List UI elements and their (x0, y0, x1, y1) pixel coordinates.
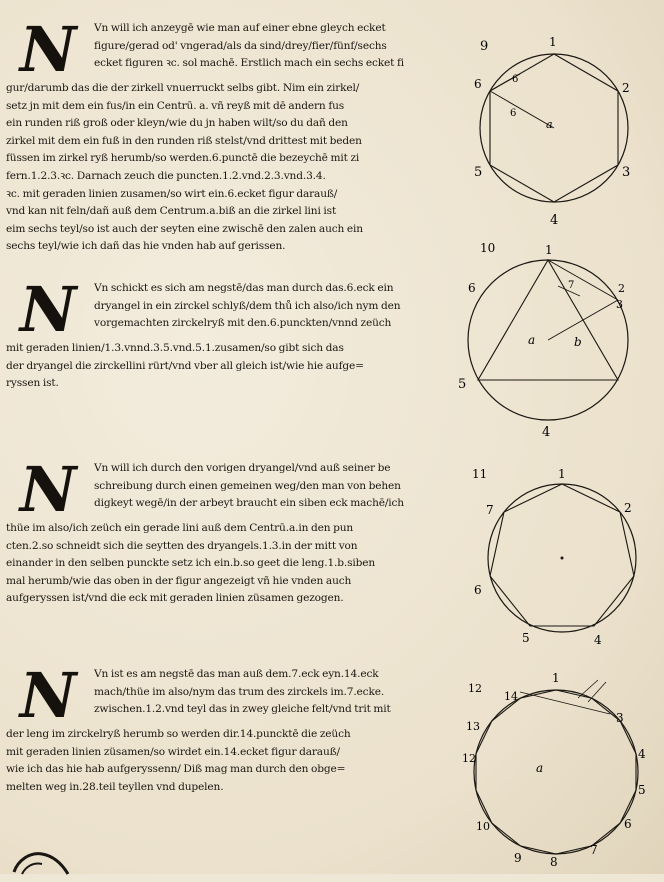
text-line: der leng im zirckelryß herumb so werden dir.14.puncktē die zeüch (6, 728, 351, 740)
label-3: 3 (616, 298, 623, 311)
text-line: ryssen ist. (6, 377, 59, 390)
text-line: vorgemachten zirckelryß mit den.6.punckten/vnnd zeüch (94, 317, 392, 330)
label-a: a (546, 118, 553, 131)
text-line: ecket figuren ꝛc. sol machē. Erstlich mach ein sechs ecket fi (94, 57, 404, 70)
text-line: thüe im also/ich zeüch ein gerade lini auß dem Centrū.a.in den pun (6, 522, 354, 534)
text-line: wie ich das hie hab aufgeryssenn/ Diß mag man durch den obge= (6, 763, 346, 776)
label-a: a (528, 333, 536, 347)
label-6: 6 (468, 281, 476, 295)
label-4: 4 (594, 633, 602, 647)
label-6: 6 (474, 77, 482, 91)
label-a: a (536, 761, 544, 775)
decorated-initial: N (19, 13, 77, 86)
label-12-left: 12 (462, 752, 476, 765)
text-line: füssen im zirkel ryß herumb/so werden.6.punctē die bezeychē mit zi (6, 152, 360, 165)
label-5: 5 (638, 783, 646, 797)
text-line: der dryangel die zirckellini rürt/vnd vber all gleich ist/wie hie aufge= (6, 359, 364, 372)
decorated-initial: N (19, 453, 77, 526)
text-line: gur/darumb das die der zirkell vnuerruckt selbs gibt. Nim ein zirkel/ (6, 82, 360, 94)
label-4: 4 (638, 747, 646, 761)
label-2: 2 (622, 81, 630, 95)
label-10: 10 (476, 820, 490, 833)
label-six-a: 6 (512, 74, 519, 85)
label-4: 4 (542, 425, 551, 440)
label-9: 9 (480, 39, 489, 54)
text-line: mit geraden linien/1.3.vnnd.3.5.vnd.5.1.zusamen/so gibt sich das (6, 342, 344, 354)
text-line: dryangel in ein zirckel schlyß/dem thů ich also/ich nym den (94, 299, 401, 312)
fourteen-gon-figure (460, 668, 660, 868)
label-6: 6 (474, 583, 482, 597)
label-7: 7 (590, 843, 598, 857)
text-line: aufgeryssen ist/vnd die eck mit geraden linien züsamen gezogen. (6, 592, 344, 605)
label-11: 11 (472, 467, 488, 481)
label-5: 5 (522, 631, 530, 645)
label-8: 8 (550, 855, 558, 868)
heptagon-diagram (464, 464, 660, 650)
text-line: Vn will ich anzeygē wie man auf einer ebne gleych ecket (94, 22, 386, 34)
text-line: figure/gerad od' vngerad/als da sind/drey/fier/fünf/sechs (94, 39, 387, 52)
label-7: 7 (486, 503, 494, 517)
text-line: ein runden riß groß oder kleyn/wie du jn haben wilt/so du dañ den (6, 117, 348, 130)
label-7: 7 (568, 280, 575, 291)
text-line: ꝛc. mit geraden linien zusamen/so wirt ein.6.ecket figur darauß/ (6, 187, 338, 200)
label-12-top: 12 (468, 682, 482, 695)
label-5: 5 (458, 377, 467, 392)
label-10: 10 (480, 241, 496, 255)
text-line: fern.1.2.3.ꝛc. Darnach zeuch die puncten.1.2.vnd.2.3.vnd.3.4. (6, 169, 326, 182)
label-1: 1 (552, 671, 560, 685)
label-six-b: 6 (510, 108, 517, 119)
paragraph-triangle (6, 273, 458, 393)
hexagon-figure (460, 30, 660, 230)
label-13: 13 (466, 720, 480, 733)
label-4: 4 (550, 213, 559, 228)
text-line: Vn ist es am negstē das man auß dem.7.eck eyn.14.eck (94, 668, 379, 680)
text-line: vnd kan nit feln/dañ auß dem Centrum.a.biß an die zirkel lini ist (6, 205, 337, 218)
text-line: mit geraden linien züsamen/so wirdet ein.14.ecket figur darauß/ (6, 745, 340, 758)
text-line: zwischen.1.2.vnd teyl das in zwey gleiche felt/vnd trit mit (94, 703, 391, 716)
label-5: 5 (474, 165, 483, 180)
label-3: 3 (622, 165, 631, 180)
label-1: 1 (545, 243, 553, 257)
text-line: eim sechs teyl/so ist auch der seyten eine zwischē den zalen auch ein (6, 222, 363, 235)
fourteen-gon-diagram (460, 668, 660, 868)
label-14: 14 (504, 690, 518, 703)
triangle-diagram (450, 236, 660, 446)
paragraph-heptagon (6, 453, 458, 608)
text-line: sechs teyl/wie ich dañ das hie vnden hab auf gerissen. (6, 240, 286, 253)
text-line: cten.2.so schneidt sich die seytten des dryangels.1.3.in der mitt von (6, 539, 358, 552)
label-2: 2 (624, 501, 632, 515)
label-2: 2 (618, 282, 625, 295)
text-line: setz jn mit dem ein fus/in ein Centrū. a. vñ reyß mit dē andern fus (6, 99, 345, 112)
text-line: melten weg in.28.teil teyllen vnd dupelen. (6, 780, 224, 793)
triangle-figure (450, 236, 660, 446)
text-line: digkeyt wegē/in der arbeyt braucht ein siben eck machē/ich (94, 497, 404, 510)
text-line: mach/thüe im also/nym das trum des zirckels im.7.ecke. (94, 685, 385, 698)
text-line: schreibung durch einen gemeinen weg/den man von behen (94, 479, 401, 492)
label-1: 1 (558, 467, 566, 481)
label-b: b (574, 335, 582, 349)
text-line: Vn will ich durch den vorigen dryangel/vnd auß seiner be (94, 462, 391, 474)
heptagon-figure (464, 464, 660, 650)
paragraph-hexagon (6, 13, 458, 256)
decorative-initial-fragment (8, 838, 78, 878)
label-6: 6 (624, 817, 632, 831)
hexagon-diagram (460, 30, 660, 230)
paragraph-fourteen-gon (6, 659, 458, 796)
text-line: zirkel mit dem ein fuß in den runden riß stelst/vnd drittest mit beden (6, 134, 362, 147)
label-3: 3 (616, 711, 624, 725)
text-line: mal herumb/wie das oben in der figur angezeigt vñ hie vnden auch (6, 574, 352, 587)
text-line: Vn schickt es sich am negstē/das man durch das.6.eck ein (94, 282, 394, 294)
decorated-initial: N (19, 273, 77, 346)
label-1: 1 (549, 35, 557, 49)
label-9: 9 (514, 851, 522, 865)
decorated-initial: N (19, 659, 77, 732)
text-line: einander in den selben punckte setz ich ein.b.so geet die leng.1.b.siben (6, 557, 376, 570)
